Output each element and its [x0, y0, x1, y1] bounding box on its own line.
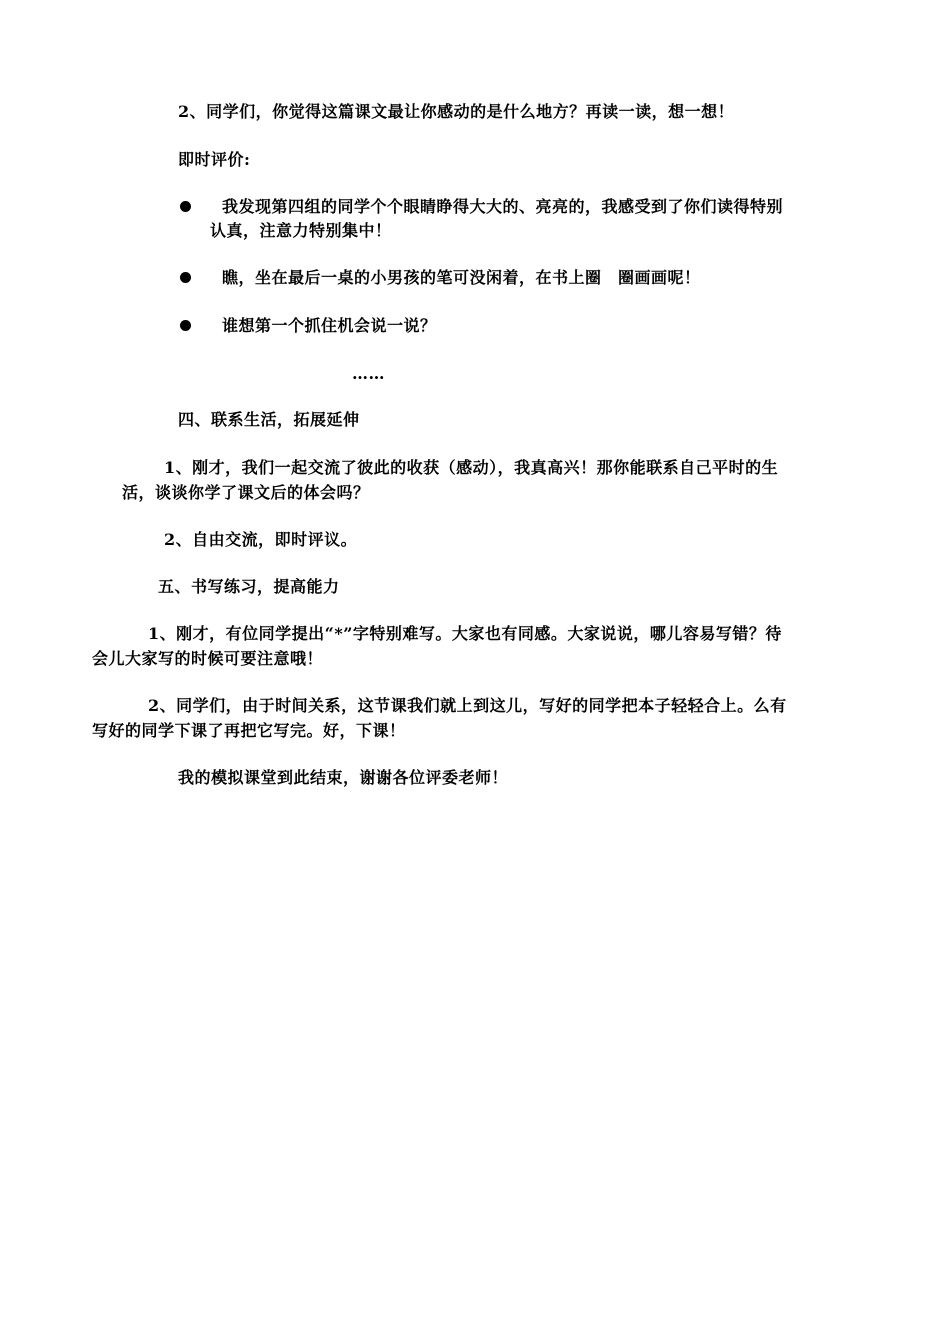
bullet-1-line-1: 我发现第四组的同学个个眼睛睁得大大的、亮亮的，我感受到了你们读得特别	[222, 197, 784, 216]
section5-item2-line-1: 2、同学们，由于时间关系，这节课我们就上到这儿，写好的同学把本子轻轻合上。么有	[148, 696, 787, 715]
ellipsis: ……	[352, 364, 385, 383]
section4-item1-line-2: 活，谈谈你学了课文后的体会吗？	[122, 483, 370, 502]
bullet-2-line-1: 瞧，坐在最后一桌的小男孩的笔可没闲着，在书上圈 圈画画呢！	[222, 268, 701, 287]
section4-item1-line-1: 1、刚才，我们一起交流了彼此的收获（感动），我真高兴！那你能联系自己平时的生	[164, 458, 779, 477]
evaluation-label: 即时评价:	[178, 150, 251, 169]
closing-line: 我的模拟课堂到此结束，谢谢各位评委老师！	[178, 768, 509, 787]
section5-item1-line-2: 会儿大家写的时候可要注意哦！	[92, 649, 324, 668]
bullet-3-line-1: 谁想第一个抓住机会说一说？	[222, 316, 437, 335]
bullet-icon	[180, 320, 191, 331]
section3-item2: 2、同学们，你觉得这篇课文最让你感动的是什么地方？再读一读，想一想！	[178, 102, 735, 121]
section5-item2-line-2: 写好的同学下课了再把它写完。好，下课！	[92, 721, 406, 740]
section4-item2: 2、自由交流，即时评议。	[164, 530, 358, 549]
section4-heading: 四、联系生活，拓展延伸	[178, 410, 360, 429]
bullet-icon	[180, 272, 191, 283]
bullet-icon	[180, 201, 191, 212]
section5-heading: 五、书写练习，提高能力	[158, 577, 340, 596]
section5-item1-line-1: 1、刚才，有位同学提出“*”字特别难写。大家也有同感。大家说说，哪儿容易写错？待	[148, 624, 782, 643]
bullet-1-line-2: 认真，注意力特别集中！	[210, 221, 392, 240]
